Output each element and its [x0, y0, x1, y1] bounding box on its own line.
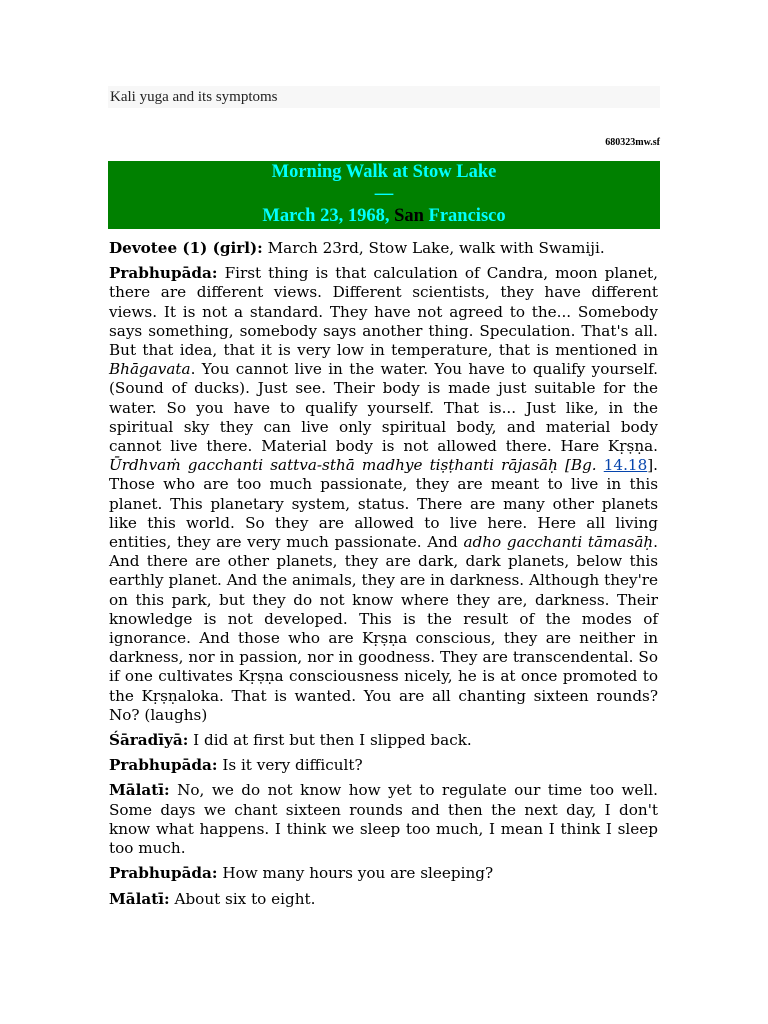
speech-italic: Bhāgavata [109, 360, 191, 379]
speech-text: . And there are other planets, they are dark, dark planets, below this earthly planet. And the animals, they are in darkness. Although they're on this park, but they do not know where they are, darkness. Their knowledge is not developed. This is the result of the modes of ignorance. And those who are Kṛṣṇa conscious, they are neither in darkness, nor in passion, nor in goodness. They are transcendental. So if one cultivates Kṛṣṇa consciousness nicely, he is at once promoted to the Kṛṣṇaloka. That is wanted. You are all chanting sixteen rounds? No? (laughs) [109, 533, 658, 724]
dialogue-paragraph [109, 264, 658, 725]
dialogue-paragraph [109, 864, 658, 883]
speech-text: . You cannot live in the water. You have to qualify yourself. (Sound of ducks). Just see. Their body is made just suitable for the water. So you have to qualify yourself. That is... Just like, in the spiritual sky they can live only spiritual body, and material body cannot live there. Material body is not allowed there. Hare Kṛṣṇa. [109, 360, 658, 456]
dialogue-paragraph [109, 731, 658, 750]
speaker-name: Mālatī: [109, 889, 170, 908]
speaker-name: Prabhupāda: [109, 264, 218, 283]
transcript-body [109, 239, 658, 915]
speech-text: Is it very difficult? [217, 756, 363, 775]
title-san: San [394, 206, 424, 226]
speech-text: No, we do not know how yet to regulate our time too well. Some days we chant sixteen rounds and then the next day, I don't know what happens. I think we sleep too much, I mean I think I sleep too much. [109, 781, 658, 858]
title-banner [108, 161, 660, 229]
speaker-name: Devotee (1) (girl): [109, 239, 263, 257]
title-line-3 [108, 205, 660, 227]
dialogue-paragraph [109, 890, 658, 909]
breadcrumb [108, 86, 660, 108]
verse-quote: Ūrdhvaṁ gacchanti sattva-sthā madhye tiṣṭhanti rājasāḥ [Bg. [109, 456, 604, 475]
dialogue-paragraph [109, 781, 658, 858]
breadcrumb-text[interactable]: Kali yuga and its symptoms [110, 89, 278, 105]
speech-text: How many hours you are sleeping? [217, 864, 494, 883]
speaker-name: Prabhupāda: [109, 756, 218, 775]
title-date: March 23, 1968, [262, 206, 395, 226]
title-line-1: Morning Walk at Stow Lake [271, 162, 497, 182]
speech-text: About six to eight. [169, 889, 316, 908]
speaker-name: Prabhupāda: [109, 864, 218, 883]
speaker-name: Śāradīyā: [109, 731, 189, 750]
title-city: Francisco [423, 206, 506, 226]
speaker-name: Mālatī: [109, 781, 170, 800]
speech-text: March 23rd, Stow Lake, walk with Swamiji. [262, 239, 605, 257]
title-dash: — [374, 184, 394, 204]
file-id: 680323mw.sf [605, 137, 660, 148]
dialogue-paragraph [109, 756, 658, 775]
speech-text: ]. Those who are too much passionate, they are meant to live in this planet. This planetary system, status. There are many other planets like this world. So they are allowed to live here. Here all living entities, they are very much passionate. And [109, 456, 658, 552]
dialogue-paragraph [109, 239, 658, 258]
verse-link[interactable]: 14.18 [603, 456, 648, 475]
speech-text: First thing is that calculation of Candra, moon planet, there are different views. Different scientists, they have different views. It is not a standard. They have not agreed to the... Somebody says something, somebody says another thing. Speculation. That's all. But that idea, that it is very low in temperature, that is mentioned in [109, 264, 658, 360]
speech-text: I did at first but then I slipped back. [188, 731, 472, 750]
verse-quote: adho gacchanti tāmasāḥ [463, 533, 654, 552]
